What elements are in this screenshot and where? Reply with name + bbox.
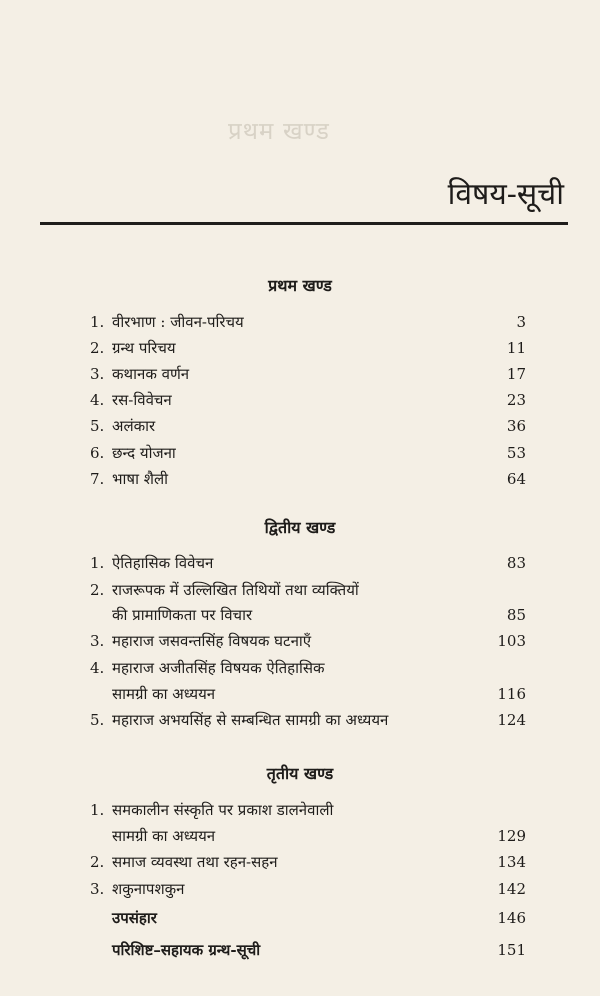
entry-page: 83 [506,554,526,572]
entry-title: ऐतिहासिक विवेचन [112,554,214,572]
entry-number: 3. [90,880,105,898]
entry-page: 134 [497,853,526,871]
entry-page: 17 [506,365,526,383]
entry-title: छन्द योजना [112,444,176,462]
entry-title-line2: सामग्री का अध्ययन [112,827,216,845]
entry-page: 142 [497,880,526,898]
entry-page: 129 [497,827,526,845]
entry-number: 3. [90,632,105,650]
ghost-heading: प्रथम खण्ड [228,117,330,145]
entry-title: वीरभाण : जीवन-परिचय [112,313,244,331]
entry-title: महाराज जसवन्तसिंह विषयक घटनाएँ [112,632,312,650]
entry-number: 5. [90,417,105,435]
entry-page: 3 [516,313,526,331]
entry-number: 4. [90,391,105,409]
section-heading-3: तृतीय खण्ड [266,764,334,783]
entry-number: 7. [90,470,105,488]
entry-title: शकुनापशकुन [112,880,185,898]
entry-title: समकालीन संस्कृति पर प्रकाश डालनेवाली [112,801,334,819]
section-heading-2: द्वितीय खण्ड [264,518,336,537]
entry-number: 2. [90,581,105,599]
entry-page: 64 [506,470,526,488]
entry-page: 85 [506,606,526,624]
entry-page: 151 [497,941,526,959]
entry-title: रस-विवेचन [112,391,172,409]
entry-page: 36 [506,417,526,435]
entry-page: 23 [506,391,526,409]
entry-title: राजरूपक में उल्लिखित तिथियों तथा व्यक्तियों [112,581,359,599]
entry-title: महाराज अभयसिंह से सम्बन्धित सामग्री का अध्ययन [112,711,389,729]
entry-title: कथानक वर्णन [112,365,190,383]
entry-title: भाषा शैली [112,470,169,488]
entry-number: 5. [90,711,105,729]
entry-title: अलंकार [112,417,156,435]
entry-title: परिशिष्ट–सहायक ग्रन्थ-सूची [112,941,261,959]
entry-title-line2: सामग्री का अध्ययन [112,685,216,703]
page-title: विषय-सूची [447,177,564,212]
entry-page: 116 [497,685,526,703]
entry-number: 4. [90,659,105,677]
entry-title: समाज व्यवस्था तथा रहन-सहन [112,853,278,871]
entry-page: 53 [506,444,526,462]
entry-number: 1. [90,554,105,572]
entry-number: 3. [90,365,105,383]
entry-title-line2: की प्रामाणिकता पर विचार [112,606,253,624]
entry-number: 2. [90,853,105,871]
section-heading-1: प्रथम खण्ड [268,276,332,295]
entry-title: महाराज अजीतसिंह विषयक ऐतिहासिक [112,659,325,677]
entry-page: 103 [497,632,526,650]
entry-number: 1. [90,313,105,331]
entry-page: 146 [497,909,526,927]
entry-number: 2. [90,339,105,357]
entry-title: उपसंहार [112,909,157,927]
entry-number: 1. [90,801,105,819]
entry-title: ग्रन्थ परिचय [112,339,176,357]
entry-page: 124 [497,711,526,729]
title-rule [40,222,568,225]
entry-page: 11 [506,339,526,357]
entry-number: 6. [90,444,105,462]
